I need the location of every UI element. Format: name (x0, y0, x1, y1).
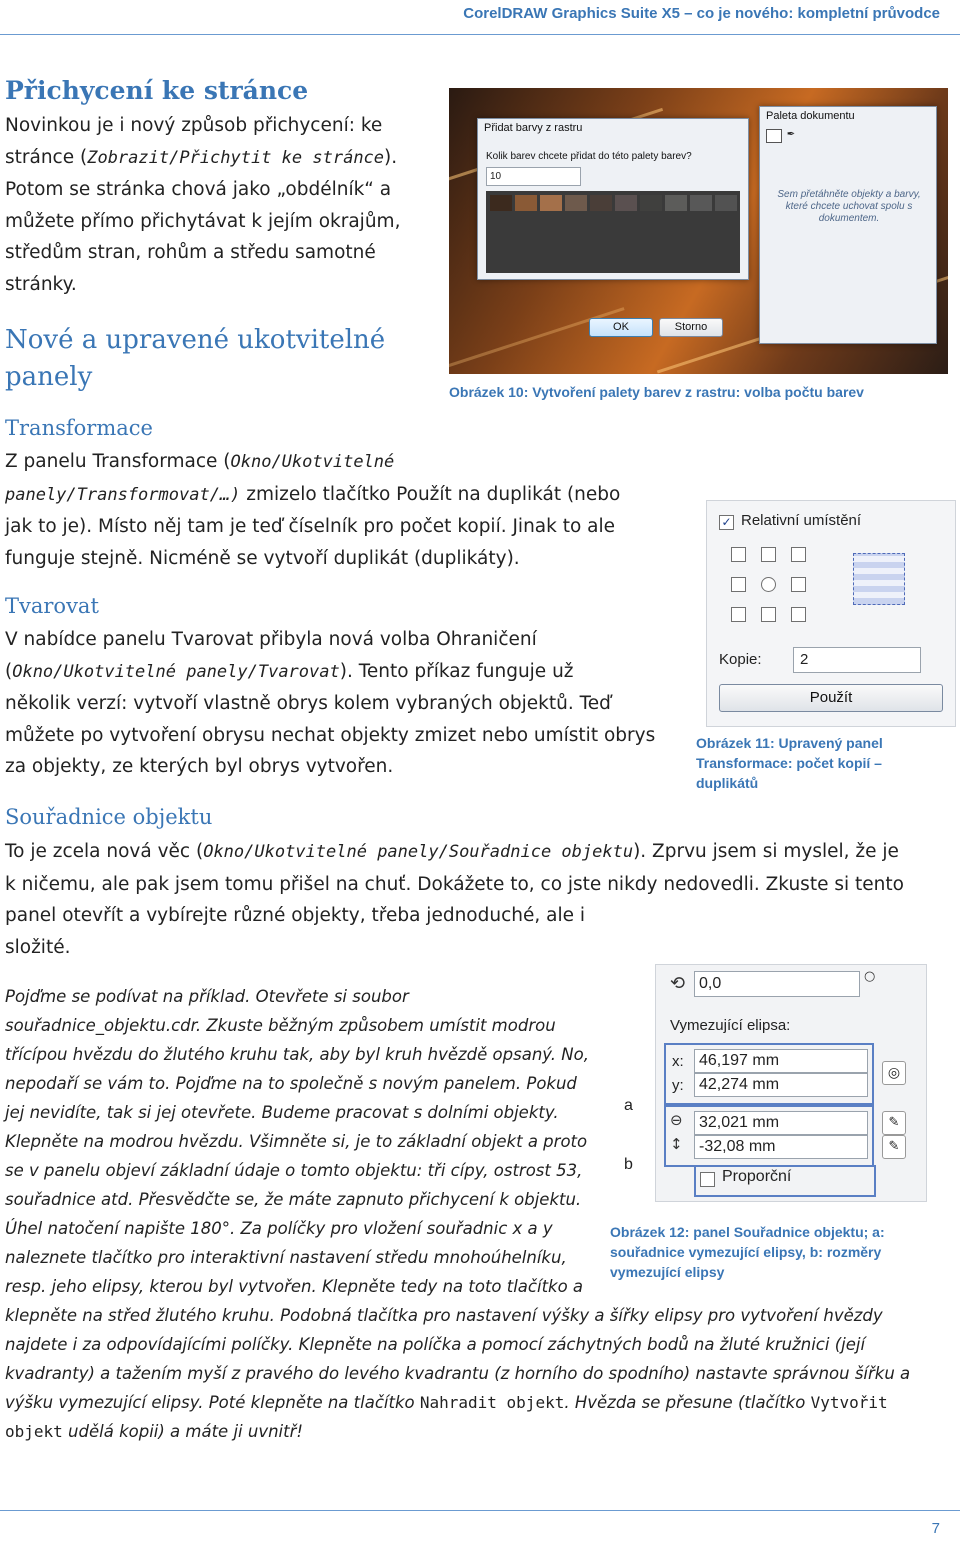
transform-body (5, 446, 665, 574)
add-colors-dialog (477, 118, 749, 280)
text-line: středům stran, rohům a středu samotné (5, 242, 376, 263)
text-line: klepněte na střed žlutého kruhu. Podobná tlačítka pro nastavení výšky a šířky elipsy pro vytvoření hvězdy (5, 1306, 883, 1325)
dialog-title: Přidat barvy z rastru (484, 122, 583, 134)
text-line: V nabídce panelu Tvarovat přibyla nová volba Ohraničení (5, 629, 537, 650)
text-line: resp. jeho elipsy, kterou byl vytvořen. Klepněte tedy na toto tlačítko a (5, 1277, 584, 1296)
degree-icon: ○ (864, 969, 876, 984)
width-input[interactable]: 32,021 mm (694, 1111, 868, 1135)
text-line: za objekty, ze kterých byl obrys vytvořen. (5, 756, 394, 777)
eyedropper-icon[interactable]: ✒ (786, 129, 796, 140)
color-swatch[interactable] (690, 195, 712, 211)
figure-10-caption: Obrázek 10: Vytvoření palety barev z rastru: volba počtu barev (449, 384, 864, 400)
text-line: objekt udělá kopii) a máte ji uvnitř! (5, 1422, 303, 1441)
text-line: jak to je). Místo něj tam je teď číselník pro počet kopií. Jinak to ale (5, 516, 616, 537)
copies-stepper[interactable]: 2 (793, 647, 921, 673)
section-title-panels: Nové a upravené ukotvitelné panely (5, 325, 386, 392)
color-swatch[interactable] (515, 195, 537, 211)
text-line: můžete přímo přichytávat k jejím okrajům, (5, 210, 401, 232)
ok-button[interactable]: OK (589, 318, 653, 337)
text-line: funguje stejně. Nicméně se vytvoří duplikát (duplikáty). (5, 547, 520, 569)
copies-label: Kopie: (719, 651, 762, 668)
anchor-checkbox[interactable] (761, 607, 776, 622)
palette-none-swatch[interactable] (766, 129, 782, 143)
proportional-checkbox[interactable] (700, 1172, 715, 1187)
ellipse-label: Vymezující elipsa: (670, 1017, 791, 1034)
text-line: kvadranty) a tažením myší z pravého do levého kvadrantu (z horního do spodního) nastavte správnou šířku a (5, 1364, 911, 1383)
color-swatch[interactable] (590, 195, 612, 211)
example-body-top (5, 982, 605, 1301)
y-coordinate-input[interactable]: 42,274 mm (694, 1073, 868, 1097)
color-swatch[interactable] (565, 195, 587, 211)
text-line: několik verzí: vytvoří vlastně obrys kolem vybraných objektů. Teď (5, 693, 611, 714)
pick-width-icon[interactable]: ✎ (882, 1111, 906, 1135)
coordinates-body (5, 836, 955, 963)
apply-button[interactable]: Použít (719, 684, 943, 712)
rotation-input[interactable]: 0,0 (694, 971, 860, 997)
figure-12-coordinates-panel (655, 964, 927, 1202)
y-label: y: (672, 1077, 684, 1094)
figure-11-caption: Obrázek 11: Upravený panel Transformace: počet kopií – duplikátů (696, 735, 883, 791)
width-icon: ⊖ (670, 1111, 683, 1129)
text-line: Novinkou je i nový způsob přichycení: ke (5, 115, 383, 136)
text-line: Potom se stránka chová jako „obdélník“ a (5, 179, 392, 200)
cancel-button[interactable]: Storno (659, 318, 723, 337)
text-line: Klepněte na modrou hvězdu. Všimněte si, je to základní objekt a proto (5, 1132, 588, 1151)
color-swatch[interactable] (615, 195, 637, 211)
footer-rule (0, 1510, 960, 1511)
palette-hint: Sem přetáhněte objekty a barvy, které chcete uchovat spolu s dokumentem. (777, 189, 921, 224)
height-icon: ↕ (670, 1135, 683, 1153)
swatch-area (486, 191, 740, 273)
marker-b: b (624, 1156, 633, 1173)
text-line: stránky. (5, 273, 77, 295)
example-body-bottom (5, 1301, 955, 1446)
text-line: panel otevřít a vybírejte různé objekty, třeba jednoduché, ale i (5, 905, 586, 926)
text-line: třícípou hvězdu do žlutého kruhu tak, aby byl kruh hvězdě opsaný. No, (5, 1045, 589, 1064)
page-number: 7 (931, 1520, 940, 1537)
shape-body (5, 624, 685, 783)
color-swatch[interactable] (540, 195, 562, 211)
figure-11-transform-panel (706, 500, 956, 727)
anchor-grid[interactable] (731, 547, 807, 623)
text-line: To je zcela nová věc (Okno/Ukotvitelné panely/Souřadnice objektu). Zprvu jsem si myslel, že je (5, 841, 899, 862)
anchor-checkbox[interactable] (731, 547, 746, 562)
anchor-checkbox[interactable] (731, 577, 746, 592)
section-body-snap (5, 110, 435, 300)
text-line: naleznete tlačítko pro interaktivní nastavení středu mnohoúhelníku, (5, 1248, 567, 1267)
color-swatch[interactable] (665, 195, 687, 211)
subsection-title-coordinates: Souřadnice objektu (5, 805, 213, 829)
document-palette-panel (759, 106, 937, 344)
text-line: Z panelu Transformace (Okno/Ukotvitelné (5, 451, 395, 472)
text-line: najdete i za odpovídajícími políčky. Klepněte na políčka a pomocí záchytných bodů na žluté kružnici (její (5, 1335, 866, 1354)
anchor-checkbox[interactable] (761, 547, 776, 562)
text-line: stránce (Zobrazit/Přichytit ke stránce). (5, 146, 398, 168)
anchor-checkbox[interactable] (791, 577, 806, 592)
dialog-question: Kolik barev chcete přidat do této palety barev? (486, 151, 692, 162)
header-rule (0, 34, 960, 35)
proportional-label: Proporční (722, 1168, 792, 1185)
x-label: x: (672, 1053, 684, 1070)
section-title-snap: Přichycení ke stránce (5, 76, 309, 105)
color-count-input[interactable]: 10 (486, 167, 581, 186)
target-center-icon[interactable]: ◎ (882, 1061, 906, 1085)
color-swatch[interactable] (640, 195, 662, 211)
height-input[interactable]: -32,08 mm (694, 1135, 868, 1159)
subsection-title-shape: Tvarovat (5, 594, 99, 618)
anchor-checkbox[interactable] (731, 607, 746, 622)
relative-position-label: Relativní umístění (741, 512, 862, 529)
rotate-icon: ⟲ (670, 973, 686, 994)
subsection-title-transform: Transformace (5, 416, 153, 440)
anchor-checkbox[interactable] (791, 547, 806, 562)
text-line: můžete po vytvoření obrysu nechat objekty zmizet nebo umístit obrys (5, 724, 656, 746)
text-line: Úhel natočení napište 180°. Za políčky pro vložení souřadnic x a y (5, 1219, 553, 1238)
text-line: se v panelu objeví základní údaje o tomto objektu: tři cípy, ostrost 53, (5, 1161, 583, 1180)
anchor-checkbox[interactable] (791, 607, 806, 622)
preview-icon (853, 553, 905, 605)
running-title: CorelDRAW Graphics Suite X5 – co je nového: kompletní průvodce (463, 5, 940, 22)
pick-height-icon[interactable]: ✎ (882, 1135, 906, 1159)
text-line: souřadnice atd. Přesvědčte se, že máte zapnuto přichycení k objektu. (5, 1190, 582, 1209)
text-line: nepodaří se vám to. Pojďme na to společně s novým panelem. Pokud (5, 1074, 577, 1093)
figure-12-caption: Obrázek 12: panel Souřadnice objektu; a: souřadnice vymezující elipsy, b: rozměry vymezující elipsy (610, 1224, 885, 1280)
anchor-center-radio[interactable] (761, 577, 776, 592)
text-line: Pojďme se podívat na příklad. Otevřete si soubor (5, 987, 409, 1006)
text-line: k ničemu, ale pak jsem tomu přišel na chuť. Dokážete to, co jste nikdy nedovedli. Zkuste si tento (5, 873, 904, 895)
color-swatch[interactable] (490, 195, 512, 211)
text-line: panely/Transformovat/…) zmizelo tlačítko Použít na duplikát (nebo (5, 483, 621, 505)
relative-position-checkbox[interactable]: ✓ (719, 515, 734, 530)
figure-10-screenshot (449, 88, 948, 374)
color-swatch[interactable] (715, 195, 737, 211)
x-coordinate-input[interactable]: 46,197 mm (694, 1049, 868, 1073)
marker-a: a (624, 1097, 633, 1114)
text-line: souřadnice_objektu.cdr. Zkuste běžným způsobem umístit modrou (5, 1016, 556, 1035)
text-line: výšku vymezující elipsy. Poté klepněte na tlačítko Nahradit objekt. Hvězda se přesune (tlačítko Vytvořit (5, 1393, 888, 1412)
text-line: (Okno/Ukotvitelné panely/Tvarovat). Tento příkaz funguje už (5, 660, 574, 682)
text-line: jej nevidíte, tak si jej otevřete. Budeme pracovat s dolními objekty. (5, 1103, 559, 1122)
palette-title: Paleta dokumentu (766, 110, 855, 122)
text-line: složité. (5, 936, 71, 958)
